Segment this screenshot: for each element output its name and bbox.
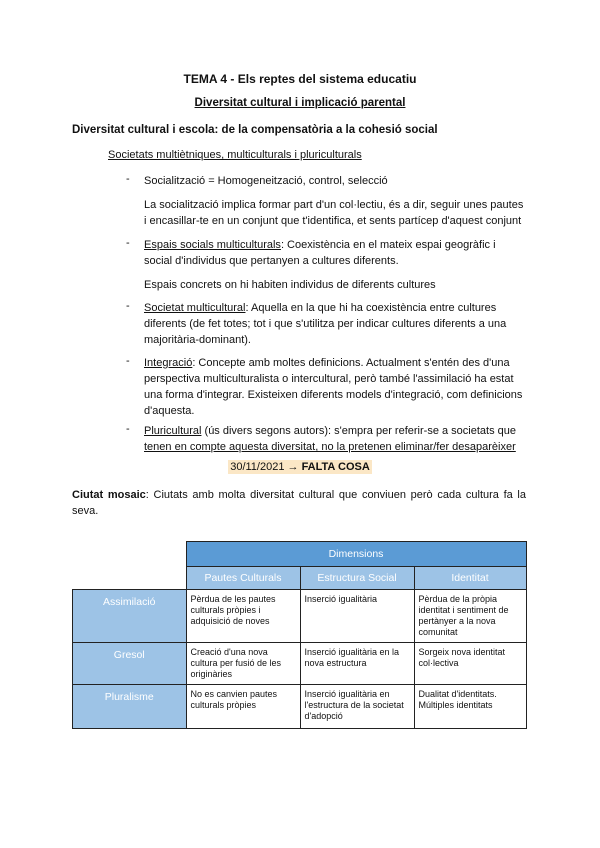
section-title: Diversitat cultural i escola: de la compensatòria a la cohesió social bbox=[72, 124, 438, 136]
term-societat: Societat multicultural bbox=[144, 302, 246, 314]
term-mosaic: Ciutat mosaic bbox=[72, 489, 146, 501]
row-header: Pluralisme bbox=[73, 685, 187, 729]
subsection-title: Societats multiètniques, multiculturals i pluriculturals bbox=[108, 149, 362, 161]
definition-text: majoritària-dominant). bbox=[144, 334, 251, 346]
table-cell: Inserció igualitària en la nova estructura bbox=[300, 643, 414, 685]
definition-text: perspectiva multiculturalista o intercultural, però també l'assimilació ha estat bbox=[144, 373, 514, 385]
date-text: 30/11/2021 → bbox=[230, 461, 302, 473]
table-row bbox=[73, 685, 527, 729]
paragraph-socialitzacio bbox=[144, 197, 526, 229]
definition-text: una forma d'integrar. Existeixen diferents models d'integració, com definicions bbox=[144, 389, 523, 401]
table-cell: Dualitat d'identitats. Múltiples identitats bbox=[414, 685, 526, 729]
bullet-dash: - bbox=[126, 237, 130, 249]
table-cell: Sorgeix nova identitat col·lectiva bbox=[414, 643, 526, 685]
table-cell: Inserció igualitària bbox=[300, 590, 414, 643]
table-cell: No es canvien pautes culturals pròpies bbox=[186, 685, 300, 729]
table-row bbox=[73, 643, 527, 685]
table-cell: Inserció igualitària en l'estructura de la societat d'adopció bbox=[300, 685, 414, 729]
bullet-dash: - bbox=[126, 355, 130, 367]
definition-text: : Aquella en la que hi ha coexistència entre cultures bbox=[245, 302, 497, 314]
column-header: Pautes Culturals bbox=[186, 567, 300, 590]
bullet-societat bbox=[144, 300, 526, 348]
paragraph-espais: Espais concrets on hi habiten individus de diferents cultures bbox=[144, 279, 436, 291]
date-highlight bbox=[228, 460, 372, 474]
page-subtitle: Diversitat cultural i implicació parental bbox=[194, 97, 406, 109]
page-title: TEMA 4 - Els reptes del sistema educatiu bbox=[183, 72, 417, 86]
bullet-socialitzacio: Socialització = Homogeneització, control, selecció bbox=[144, 175, 388, 187]
paragraph-mosaic bbox=[72, 487, 526, 519]
definition-text: : Ciutats amb molta diversitat cultural que conviuen però cada cultura fa la seva. bbox=[72, 489, 526, 517]
bullet-integracio bbox=[144, 355, 526, 419]
column-header: Estructura Social bbox=[300, 567, 414, 590]
definition-text: tenen en compte aquesta diversitat, no la pretenen eliminar/fer desaparèixer bbox=[144, 441, 516, 453]
row-header: Gresol bbox=[73, 643, 187, 685]
date-note bbox=[0, 461, 600, 473]
table-dimensions-header: Dimensions bbox=[186, 542, 526, 567]
table-cell: Pèrdua de les pautes culturals pròpies i adquisició de noves bbox=[186, 590, 300, 643]
table-cell: Pèrdua de la pròpia identitat i sentiment de pertànyer a la nova comunitat bbox=[414, 590, 526, 643]
definition-text: diferents (de fet totes; tot i que s'utilitza per indicar cultures diferents a una bbox=[144, 318, 507, 330]
table-row bbox=[73, 590, 527, 643]
bullet-dash: - bbox=[126, 300, 130, 312]
definition-text: (ús divers segons autors): s'empra per referir-se a societats que bbox=[201, 425, 516, 437]
table-header-row bbox=[73, 542, 527, 567]
paragraph-line: i encasillar-te en un conjunt que t'identifica, et sents partícep d'aquest conjunt bbox=[144, 215, 522, 227]
date-label: FALTA COSA bbox=[301, 461, 370, 473]
bullet-dash: - bbox=[126, 423, 130, 435]
dimensions-table bbox=[72, 541, 527, 729]
bullet-pluricultural bbox=[144, 423, 526, 455]
bullet-espais bbox=[144, 237, 526, 269]
row-header: Assimilació bbox=[73, 590, 187, 643]
definition-text: d'aquesta. bbox=[144, 405, 195, 417]
table-cell: Creació d'una nova cultura per fusió de les originàries bbox=[186, 643, 300, 685]
term-pluricultural: Pluricultural bbox=[144, 425, 202, 437]
definition-text: social d'individus que pertanyen a cultures diferents. bbox=[144, 255, 399, 267]
definition-text: : Concepte amb moltes definicions. Actualment s'entén des d'una bbox=[192, 357, 510, 369]
table-corner bbox=[73, 542, 187, 567]
bullet-dash: - bbox=[126, 173, 130, 185]
table-column-row bbox=[73, 567, 527, 590]
definition-text: : Coexistència en el mateix espai geogràfic i bbox=[280, 239, 496, 251]
table-corner bbox=[73, 567, 187, 590]
term-integracio: Integració bbox=[144, 357, 193, 369]
paragraph-line: La socialització implica formar part d'un col·lectiu, és a dir, seguir unes pautes bbox=[144, 199, 524, 211]
term-espais: Espais socials multiculturals bbox=[144, 239, 281, 251]
column-header: Identitat bbox=[414, 567, 526, 590]
